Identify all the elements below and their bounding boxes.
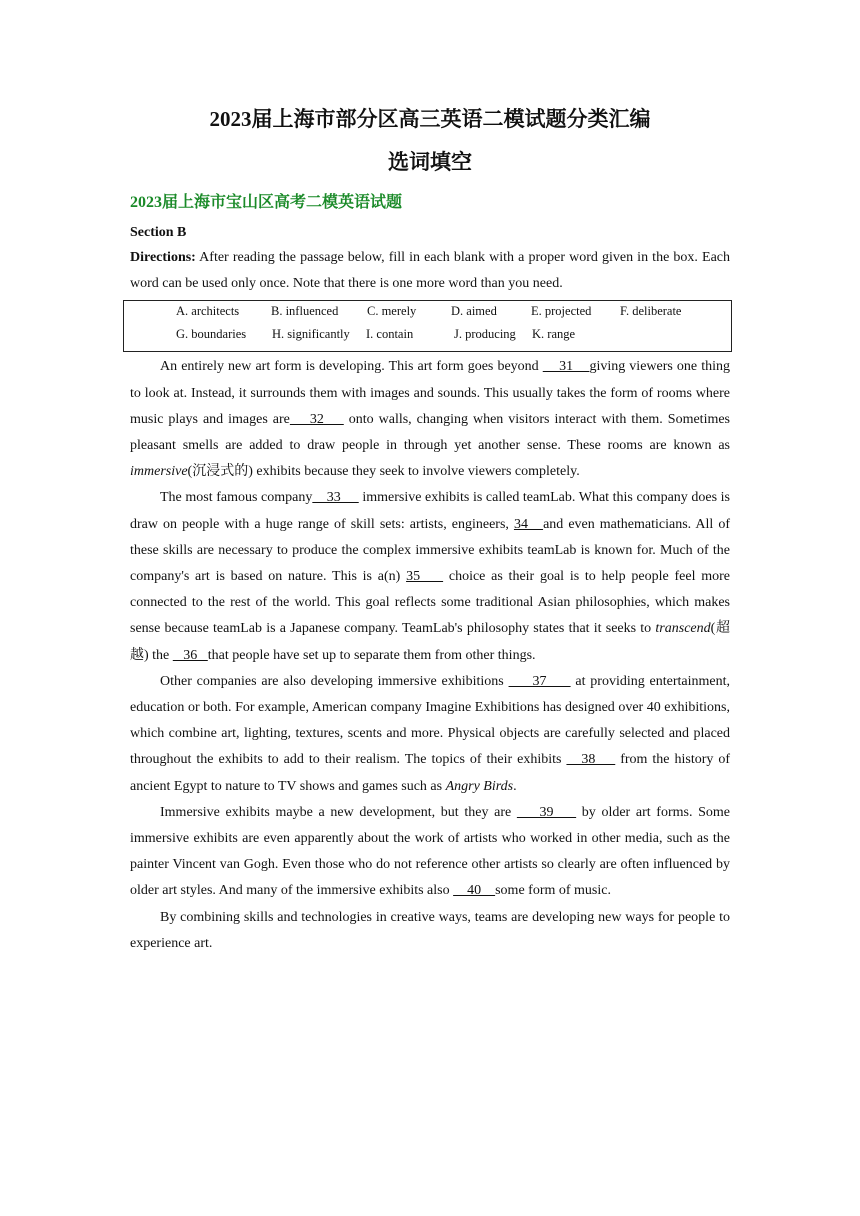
text-span: Immersive exhibits maybe a new development, but they are [160,804,517,820]
text-span: exhibits because they seek to involve viewers completely. [252,464,580,480]
text-span: Other companies are also developing immersive exhibitions [160,673,509,689]
blank-31: 31 [542,359,590,375]
blank-36: 36 [172,647,208,663]
blank-34: 34 [513,516,544,532]
passage-paragraph-3 [130,669,730,800]
option-k: K. range [532,327,576,342]
gloss-immersive: (沉浸式的) [187,464,253,480]
directions-label: Directions: [130,250,196,265]
document-title: 2023届上海市部分区高三英语二模试题分类汇编 [209,107,651,131]
blank-33: 33 [312,490,359,506]
gloss-transcend: (超越) [130,621,730,663]
blank-37: 37 [508,673,571,689]
option-h: H. significantly [272,327,350,342]
word-box [123,300,732,352]
text-span: . [513,778,517,794]
section-label: Section B [130,225,187,240]
option-e: E. projected [531,304,592,319]
text-span: at providing entertainment, education or both. For example, American company Imagine Exhibitions has designed over 40 exhibitions, which combine art, lighting, textures, scents and more. Physical objects are carefully selected and placed throughout the exhibits to add to their realism. The topics of their exhibits [130,673,730,768]
text-span: onto walls, changing when visitors interact with them. Sometimes pleasant smells are added to draw people in through yet another sense. These rooms are known as [130,411,731,454]
blank-32: 32 [289,411,344,427]
passage-paragraph-1 [130,354,730,485]
option-a: A. architects [176,304,240,319]
text-span: that people have set up to separate them from other things. [207,647,536,663]
passage-paragraph-5: By combining skills and technologies in creative ways, teams are developing new ways for people to experience art. [130,909,730,951]
option-b: B. influenced [271,304,339,319]
exam-title: 2023届上海市宝山区高考二模英语试题 [130,194,403,211]
text-span: giving viewers one thing to look at. Instead, it surrounds them with images and sounds. This usually takes the form of rooms where music plays and images are [130,359,731,427]
text-span: and even mathematicians. All of these skills are necessary to produce the complex immersive exhibits teamLab is known for. Much of the company's art is based on nature. This is a(n) [130,516,730,585]
directions [130,245,730,297]
document-page [130,100,730,957]
passage-paragraph-2 [130,485,730,668]
option-d: D. aimed [451,304,497,319]
option-f: F. deliberate [620,304,682,319]
text-span: from the history of ancient Egypt to nature to TV shows and games such as [130,752,730,794]
text-span: The most famous company [160,490,313,506]
option-c: C. merely [367,304,417,319]
passage-paragraph-4 [130,800,730,905]
option-g: G. boundaries [176,327,247,342]
text-span: some form of music. [495,883,611,899]
term-immersive: immersive [130,464,188,480]
blank-38: 38 [566,752,616,768]
blank-40: 40 [453,883,496,899]
text-span: by older art forms. Some immersive exhibits are even apparently about the work of artists who worked in other media, such as the painter Vincent van Gogh. Even those who do not reference other artists so clearly are often influenced by older art styles. And many of the immersive exhibits also [130,804,731,899]
text-span: the [148,647,173,663]
term-angry-birds: Angry Birds [445,778,514,794]
blank-39: 39 [516,804,577,820]
document-subtitle: 选词填空 [388,150,472,174]
option-i: I. contain [366,327,414,342]
text-span: immersive exhibits is called teamLab. What this company does is draw on people with a huge range of skill sets: artists, engineers, [130,490,730,532]
blank-35: 35 [406,569,444,585]
text-span: choice as their goal is to help people feel more connected to the rest of the world. This goal reflects some traditional Asian philosophies, which makes sense because teamLab is a Japanese company. TeamLab's philosophy states that it seeks to [130,569,730,637]
option-j: J. producing [454,327,516,342]
directions-text: After reading the passage below, fill in each blank with a proper word given in the box. Each word can be used only once. Note that there is one more word than you need. [130,250,730,292]
text-span: An entirely new art form is developing. This art form goes beyond [160,359,543,375]
term-transcend: transcend [655,621,711,637]
